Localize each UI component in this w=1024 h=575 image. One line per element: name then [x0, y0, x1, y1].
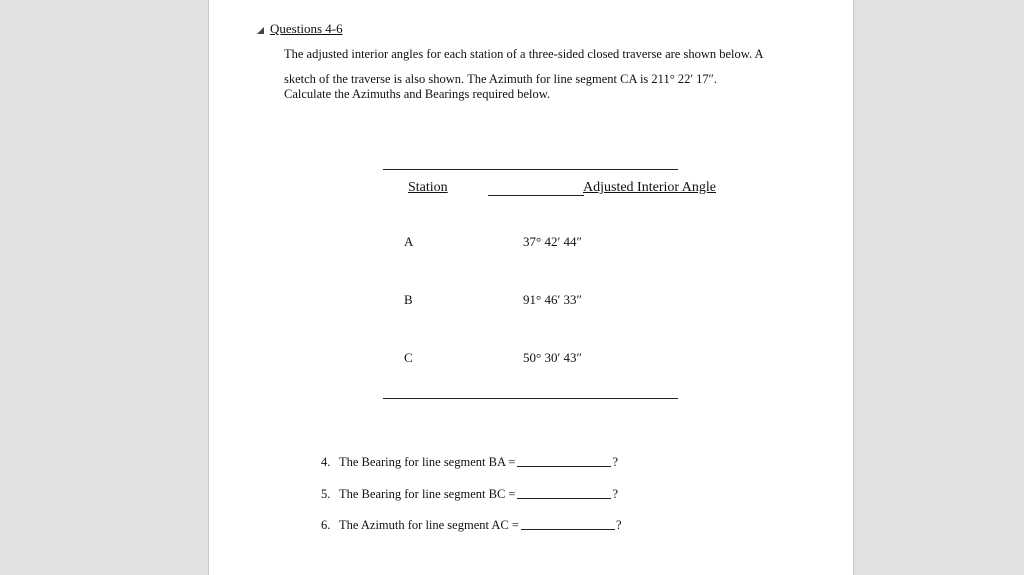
question-5	[321, 487, 618, 502]
question-suffix: ?	[615, 518, 622, 532]
question-text: The Bearing for line segment BC =	[339, 487, 516, 501]
angle-column-header: Adjusted Interior Angle	[583, 180, 716, 195]
question-suffix: ?	[612, 487, 619, 501]
question-number: 6.	[321, 518, 331, 532]
table-cell-angle: 50° 30′ 43″	[523, 350, 582, 365]
station-column-header: Station	[408, 180, 448, 195]
question-4	[321, 455, 618, 470]
header-underline-gap	[488, 195, 584, 196]
intro-line-2: sketch of the traverse is also shown. The Azimuth for line segment CA is 211° 22′ 17″.	[284, 72, 718, 86]
answer-blank[interactable]	[521, 529, 615, 530]
table-cell-angle: 91° 46′ 33″	[523, 292, 582, 307]
table-cell-angle: 37° 42′ 44″	[523, 234, 582, 249]
question-suffix: ?	[612, 455, 619, 469]
section-title: Questions 4-6	[270, 21, 343, 36]
intro-line-1: The adjusted interior angles for each station of a three-sided closed traverse are shown below. A	[284, 47, 764, 61]
section-heading[interactable]	[257, 21, 343, 37]
answer-blank[interactable]	[517, 466, 611, 467]
answer-blank[interactable]	[517, 498, 611, 499]
question-text: The Bearing for line segment BA =	[339, 455, 516, 469]
table-top-rule	[383, 169, 678, 170]
collapse-triangle-icon[interactable]	[257, 27, 264, 34]
question-number: 5.	[321, 487, 331, 501]
table-bottom-rule	[383, 398, 678, 399]
intro-line-3: Calculate the Azimuths and Bearings required below.	[284, 87, 551, 101]
question-number: 4.	[321, 455, 331, 469]
question-6	[321, 518, 622, 533]
table-cell-station: A	[404, 234, 414, 249]
document-page	[208, 0, 854, 575]
table-cell-station: C	[404, 350, 413, 365]
question-text: The Azimuth for line segment AC =	[339, 518, 519, 532]
table-cell-station: B	[404, 292, 413, 307]
